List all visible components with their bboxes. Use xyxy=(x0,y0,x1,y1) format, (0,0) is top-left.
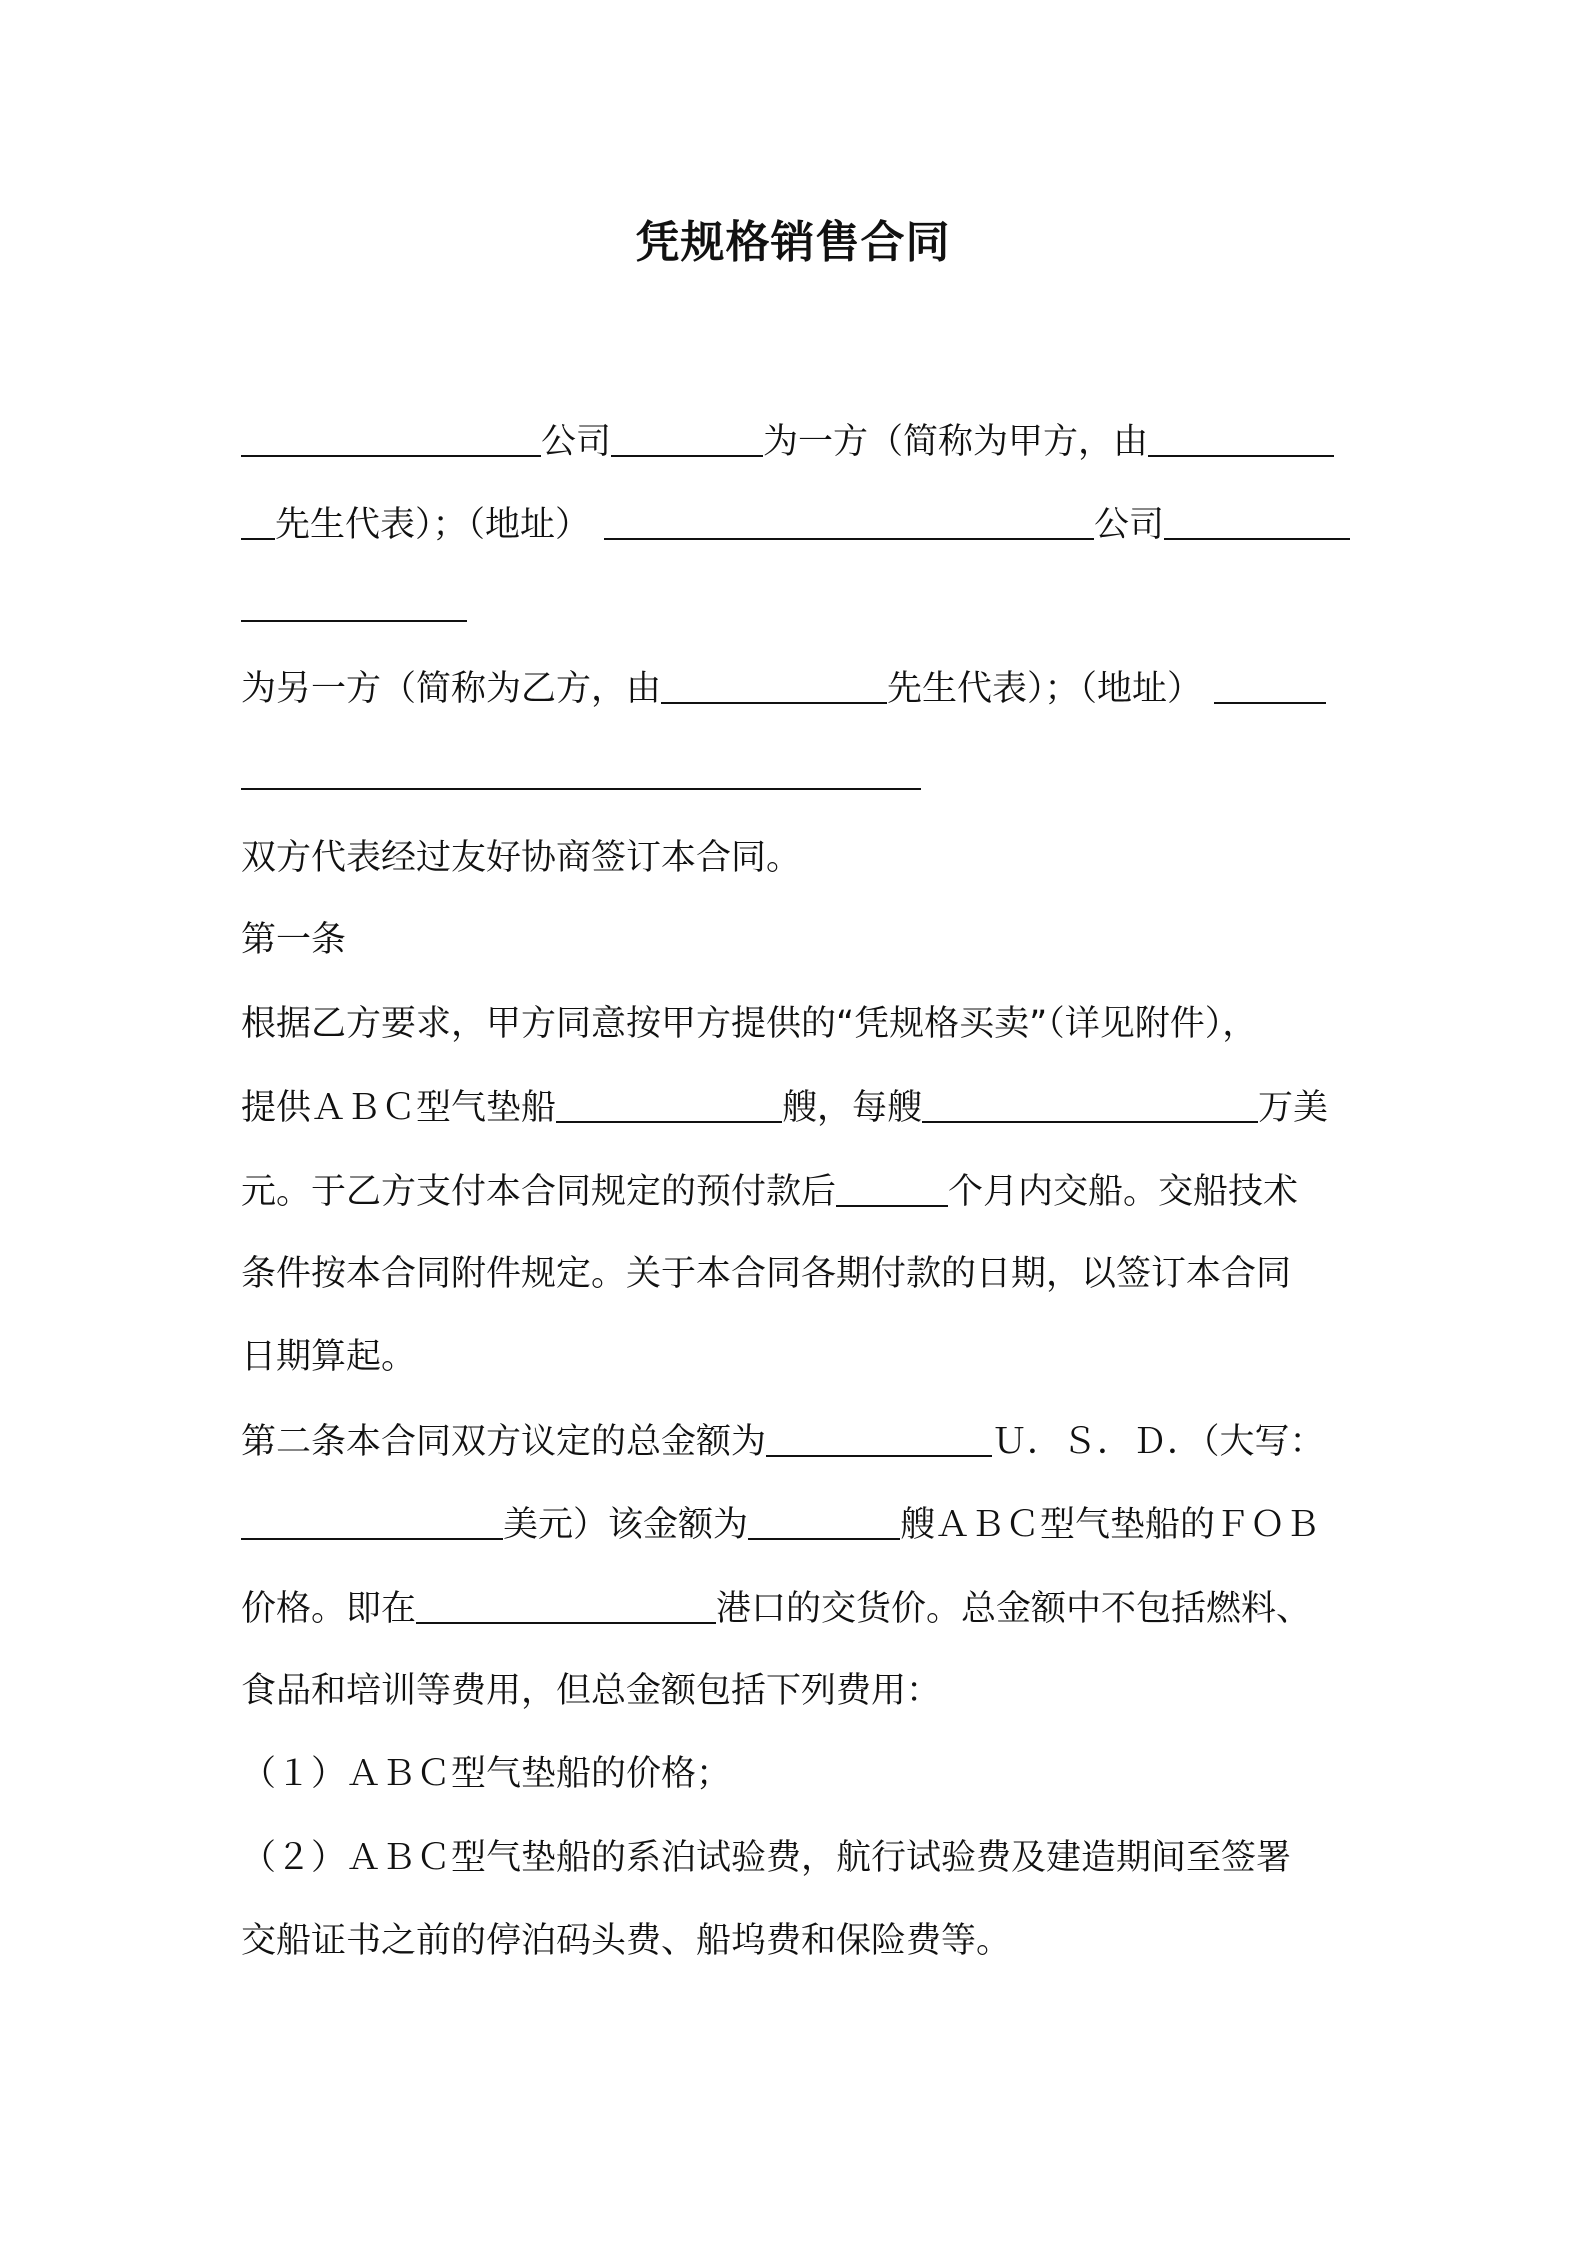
document-title: 凭规格销售合同 xyxy=(635,217,951,268)
article-2-text: 第二条本合同双方议定的总金额为 xyxy=(241,1422,767,1462)
blank-field[interactable] xyxy=(604,504,1094,540)
article-1-text: 提供ＡＢＣ型气垫船 xyxy=(241,1088,557,1128)
blank-field[interactable] xyxy=(661,668,887,704)
article-2-text: Ｕ．Ｓ．Ｄ．（大写： xyxy=(992,1422,1325,1462)
article-2-line-4: 食品和培训等费用，但总金额包括下列费用： xyxy=(241,1671,942,1711)
blank-field[interactable] xyxy=(241,788,921,790)
article-1-line-2 xyxy=(241,1083,1353,1131)
article-1-text: 元。于乙方支付本合同规定的预付款后 xyxy=(241,1172,837,1212)
intro-text: 双方代表经过友好协商签订本合同。 xyxy=(241,838,802,878)
article-2-line-1 xyxy=(241,1417,1353,1465)
representative-address-text: 先生代表）；（地址） xyxy=(887,669,1203,709)
article-1-text: 艘，每艘 xyxy=(782,1088,923,1128)
blank-field[interactable] xyxy=(1148,421,1334,457)
article-1-line-4: 条件按本合同附件规定。关于本合同各期付款的日期，以签订本合同 xyxy=(241,1254,1292,1294)
blank-field[interactable] xyxy=(1214,668,1326,704)
article-2-text: 价格。即在 xyxy=(241,1589,417,1629)
blank-field[interactable] xyxy=(241,421,541,457)
article-2-item-2: （２）ＡＢＣ型气垫船的系泊试验费，航行试验费及建造期间至签署 xyxy=(241,1838,1292,1878)
article-1-line-5: 日期算起。 xyxy=(241,1337,417,1377)
article-2-item-1: （１）ＡＢＣ型气垫船的价格； xyxy=(241,1754,732,1794)
article-1-line-3 xyxy=(241,1167,1353,1215)
party-a-address-line xyxy=(241,500,1353,548)
company-label: 公司 xyxy=(1094,505,1165,545)
blank-field[interactable] xyxy=(1164,504,1350,540)
article-1-text: 万美 xyxy=(1258,1088,1329,1128)
article-2-text: 美元）该金额为 xyxy=(503,1505,749,1545)
article-2-item-2-cont: 交船证书之前的停泊码头费、船坞费和保险费等。 xyxy=(241,1921,1012,1961)
article-2-text: 艘ＡＢＣ型气垫船的ＦＯＢ xyxy=(900,1505,1321,1545)
party-b-text: 为另一方（简称为乙方，由 xyxy=(241,669,662,709)
blank-field[interactable] xyxy=(766,1421,992,1457)
blank-field[interactable] xyxy=(611,421,763,457)
company-label: 公司 xyxy=(541,422,612,462)
party-a-line xyxy=(241,417,1353,465)
blank-field[interactable] xyxy=(836,1171,948,1207)
representative-address-text: 先生代表）；（地址） xyxy=(275,505,591,545)
article-1-heading: 第一条 xyxy=(241,920,347,960)
article-1-line-1: 根据乙方要求，甲方同意按甲方提供的“凭规格买卖”（详见附件）， xyxy=(241,1004,1258,1044)
blank-field[interactable] xyxy=(241,620,467,622)
blank-field[interactable] xyxy=(241,504,275,540)
blank-field[interactable] xyxy=(748,1504,900,1540)
article-2-line-2 xyxy=(241,1500,1353,1548)
blank-field[interactable] xyxy=(416,1588,716,1624)
blank-field[interactable] xyxy=(241,1504,503,1540)
article-2-line-3 xyxy=(241,1584,1353,1632)
party-b-line xyxy=(241,664,1353,712)
blank-field[interactable] xyxy=(556,1087,782,1123)
article-2-text: 港口的交货价。总金额中不包括燃料、 xyxy=(716,1589,1312,1629)
party-a-text: 为一方（简称为甲方，由 xyxy=(763,422,1149,462)
article-1-text: 个月内交船。交船技术 xyxy=(948,1172,1299,1212)
blank-field[interactable] xyxy=(922,1087,1258,1123)
